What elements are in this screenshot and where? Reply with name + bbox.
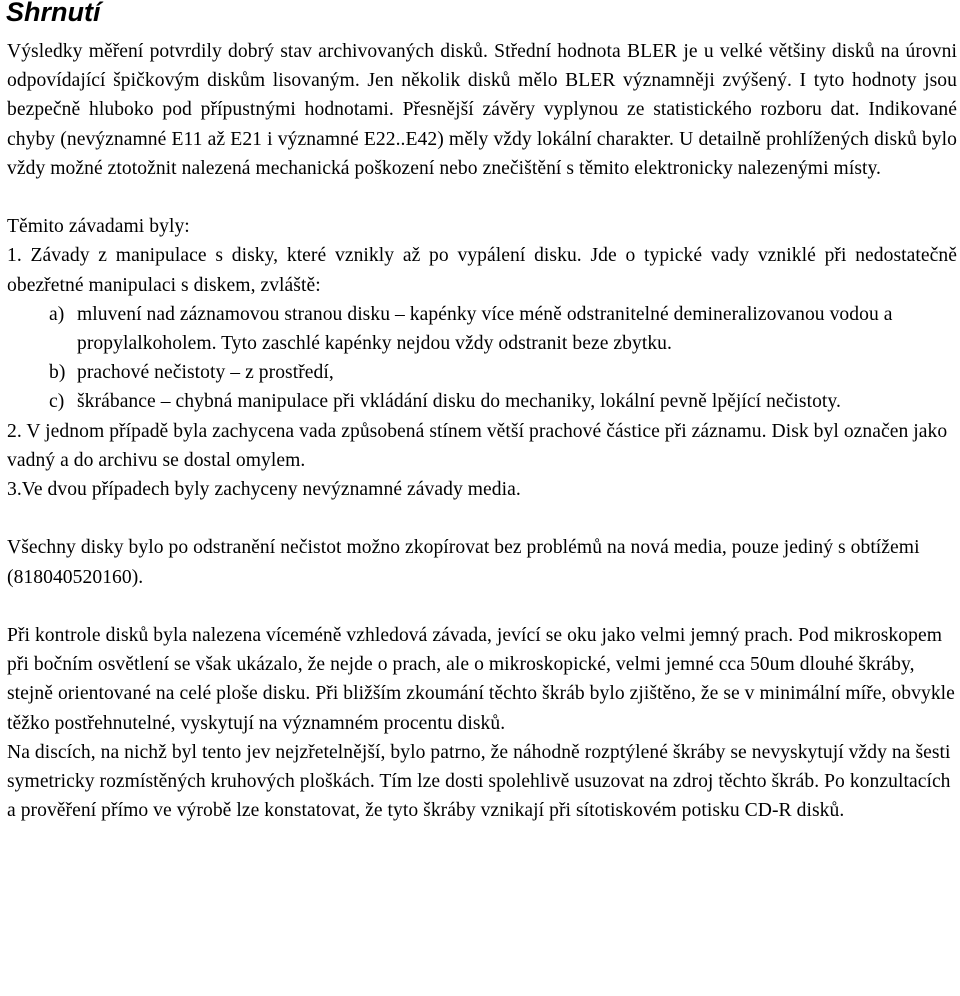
summary-paragraph: Výsledky měření potvrdily dobrý stav archivovaných disků. Střední hodnota BLER je u velké většiny disků na úrovni odpovídající špičkovým diskům lisovaným. Jen několik disků mělo BLER významněji zvýšený. I tyto hodnoty jsou bezpečně hluboko pod přípustnými hodnotami. Přesnější závěry vyplynou ze statistického rozboru dat. Indikované chyby (nevýznamné E11 až E21 i významné E22..E42) měly vždy lokální charakter. U detailně prohlížených disků bylo vždy možné ztotožnit nalezená mechanická poškození nebo znečištění s těmito elektronicky nalezenými místy.	[7, 41, 957, 179]
subitem-text: škrábance – chybná manipulace při vkládání disku do mechaniky, lokální pevně lpějící nečistoty.	[77, 391, 841, 413]
scratch-paragraph-1: Při kontrole disků byla nalezena víceméně vzhledová závada, jevící se oku jako velmi jemný prach. Pod mikroskopem při bočním osvětlení se však ukázalo, že nejde o prach, ale o mikroskopické, velmi jemné cca 50um dlouhé škráby, stejně orientované na celé ploše disku. Při bližším zkoumání těchto škráb bylo zjištěno, že se v minimální míře, obvykle těžko postřehnutelné, vyskytují na významném procentu disků.	[7, 625, 955, 734]
defect-item-1: 1. Závady z manipulace s disky, které vznikly až po vypálení disku. Jde o typické vady vzniklé při nedostatečně obezřetné manipulaci s diskem, zvláště:	[7, 245, 957, 296]
subitem-text: mluvení nad záznamovou stranou disku – kapénky více méně odstranitelné demineralizovanou vodou a propylalkoholem. Tyto zaschlé kapénky nejdou vždy odstranit beze zbytku.	[77, 303, 893, 355]
defect-item-2: 2. V jednom případě byla zachycena vada způsobená stínem větší prachové částice při záznamu. Disk byl označen jako vadný a do archivu se dostal omylem.	[7, 420, 948, 471]
paragraph-gap	[7, 504, 957, 533]
defect-subitem-b	[7, 358, 957, 387]
subitem-text: prachové nečistoty – z prostředí,	[77, 362, 334, 384]
section-heading: Shrnutí	[6, 0, 101, 27]
paragraph-gap	[7, 183, 957, 212]
defect-subitem-a	[7, 300, 957, 358]
subitem-label: b)	[49, 362, 66, 384]
defect-subitem-c	[7, 387, 957, 416]
defect-item-3: 3.Ve dvou případech byly zachyceny nevýznamné závady media.	[7, 479, 521, 501]
scratch-paragraph-2: Na discích, na nichž byl tento jev nejzřetelnější, bylo patrno, že náhodně rozptýlené škráby se nevyskytují vždy na šesti symetricky rozmístěných kruhových ploškách. Tím lze dosti spolehlivě usuzovat na zdroj těchto škráb. Po konzultacích a prověření přímo ve výrobě lze konstatovat, že tyto škráby vznikají při sítotiskovém potisku CD-R disků.	[7, 741, 951, 822]
document-body	[7, 37, 957, 825]
paragraph-gap	[7, 592, 957, 621]
copy-paragraph: Všechny disky bylo po odstranění nečistot možno zkopírovat bez problémů na nová media, pouze jediný s obtížemi (818040520160).	[7, 537, 920, 588]
defects-intro: Těmito závadami byly:	[7, 216, 190, 238]
subitem-label: a)	[49, 303, 65, 325]
subitem-label: c)	[49, 391, 65, 413]
